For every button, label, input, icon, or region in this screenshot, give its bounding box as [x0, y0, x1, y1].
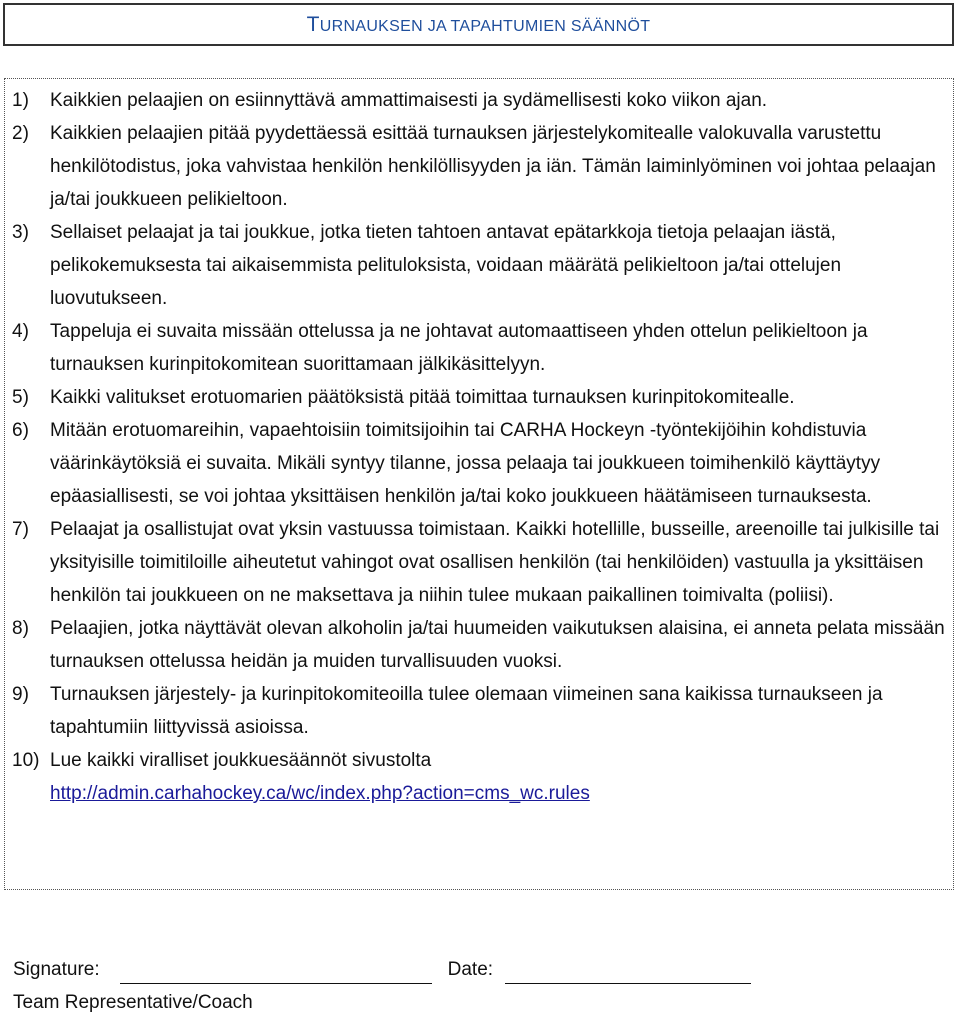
rule-text: Kaikkien pelaajien pitää pyydettäessä esittää turnauksen järjestelykomitealle valokuvalla varustettu henkilötodistus, joka vahvistaa henkilön henkilöllisyyden ja iän. Tämän laiminlyöminen voi johtaa pelaajan ja/tai joukkueen pelikieltoon. — [50, 123, 936, 210]
rule-item-3 — [12, 216, 948, 315]
rule-number: 10) — [12, 750, 40, 771]
rule-text: Lue kaikki viralliset joukkuesäännöt sivustolta — [50, 750, 432, 771]
rule-item-8 — [12, 612, 948, 678]
rule-item-2 — [12, 117, 948, 216]
rule-number: 3) — [12, 222, 29, 243]
title-initial: T — [306, 12, 320, 36]
rule-item-5 — [12, 381, 948, 414]
title-rest: URNAUKSEN JA TAPAHTUMIEN SÄÄNNÖT — [319, 17, 651, 35]
rule-number: 5) — [12, 387, 29, 408]
signature-label: Signature: — [13, 959, 100, 980]
rule-number: 4) — [12, 321, 29, 342]
role-label: Team Representative/Coach — [13, 992, 253, 1013]
date-label: Date: — [447, 959, 494, 980]
rule-text: Kaikkien pelaajien on esiinnyttävä ammattimaisesti ja sydämellisesti koko viikon ajan. — [50, 90, 768, 111]
rule-item-10 — [12, 744, 948, 810]
signature-row — [13, 956, 751, 984]
rule-number: 9) — [12, 684, 29, 705]
rule-item-7 — [12, 513, 948, 612]
rule-text: Turnauksen järjestely- ja kurinpitokomiteoilla tulee olemaan viimeinen sana kaikissa turnaukseen ja tapahtumiin liittyvissä asioissa. — [50, 684, 883, 738]
title-box — [3, 3, 954, 46]
rule-number: 6) — [12, 420, 29, 441]
rule-item-4 — [12, 315, 948, 381]
rule-text: Kaikki valitukset erotuomarien päätöksistä pitää toimittaa turnauksen kurinpitokomitealle. — [50, 387, 795, 408]
rule-item-6 — [12, 414, 948, 513]
rule-number: 2) — [12, 123, 29, 144]
rule-number: 8) — [12, 618, 29, 639]
rule-text: Tappeluja ei suvaita missään ottelussa ja ne johtavat automaattiseen yhden ottelun pelikieltoon ja turnauksen kurinpitokomitean suorittamaan jälkikäsittelyyn. — [50, 321, 868, 375]
rules-link[interactable]: http://admin.carhahockey.ca/wc/index.php?action=cms_wc.rules — [50, 783, 590, 804]
rule-number: 1) — [12, 90, 29, 111]
rule-number: 7) — [12, 519, 29, 540]
rule-text: Sellaiset pelaajat ja tai joukkue, jotka tieten tahtoen antavat epätarkkoja tietoja pelaajan iästä, pelikokemuksesta tai aikaisemmista pelituloksista, voidaan määrätä pelikieltoon ja/tai ottelujen luovutukseen. — [50, 222, 842, 309]
page-title — [307, 13, 651, 37]
signature-line[interactable] — [120, 961, 432, 984]
rule-text: Mitään erotuomareihin, vapaehtoisiin toimitsijoihin tai CARHA Hockeyn -työntekijöihin kohdistuvia väärinkäytöksiä ei suvaita. Mikäli syntyy tilanne, jossa pelaaja tai joukkueen toimihenkilö käyttäytyy epäasiallisesti, se voi johtaa yksittäisen henkilön ja/tai koko joukkueen häätämiseen turnauksesta. — [50, 420, 881, 507]
date-line[interactable] — [505, 961, 751, 984]
rule-item-1 — [12, 84, 948, 117]
rule-text: Pelaajat ja osallistujat ovat yksin vastuussa toimistaan. Kaikki hotellille, busseille, areenoille tai julkisille tai yksityisille toimitiloille aiheutetut vahingot ovat osallisen henkilön (tai henkilöiden) vastuulla ja yksittäisen henkilön tai joukkueen on ne maksettava ja niihin tulee mukaan paikallinen toimivalta (poliisi). — [50, 519, 940, 606]
rules-list — [12, 84, 948, 810]
rule-text: Pelaajien, jotka näyttävät olevan alkoholin ja/tai huumeiden vaikutuksen alaisina, ei anneta pelata missään turnauksen ottelussa heidän ja muiden turvallisuuden vuoksi. — [50, 618, 945, 672]
rule-item-9 — [12, 678, 948, 744]
